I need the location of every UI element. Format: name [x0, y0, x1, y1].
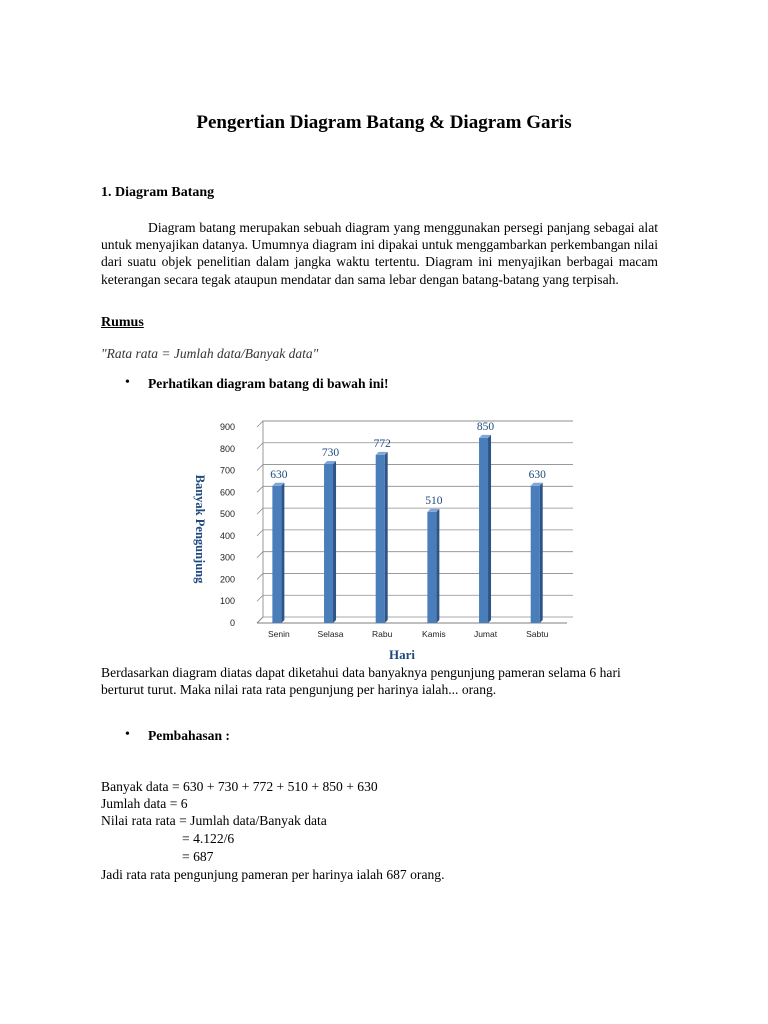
section-heading: 1. Diagram Batang	[101, 185, 215, 200]
rumus-heading: Rumus	[101, 315, 144, 330]
after-chart-line-1: Berdasarkan diagram diatas dapat diketahui data banyaknya pengunjung pameran selama 6 hari	[101, 665, 621, 680]
data-label: 630	[528, 468, 546, 481]
bar-side	[540, 483, 543, 623]
bullet-dot: •	[125, 375, 130, 390]
bar	[427, 512, 436, 623]
data-label: 730	[321, 447, 340, 460]
after-chart-line-2: berturut turut. Maka nilai rata rata pengunjung per harinya ialah... orang.	[101, 682, 497, 697]
bar	[272, 486, 281, 623]
bar	[479, 438, 488, 623]
data-label: 510	[425, 494, 443, 507]
x-tick-label: Senin	[267, 629, 290, 639]
gridline	[257, 530, 573, 536]
x-tick-label: Kamis	[422, 629, 446, 639]
bar-side	[281, 483, 284, 623]
chart-back-wall	[257, 421, 573, 623]
data-label: 850	[476, 420, 495, 433]
gridline	[257, 552, 573, 558]
y-tick-label: 700	[219, 465, 235, 476]
x-axis-title: Hari	[389, 647, 415, 662]
y-tick-label: 100	[219, 596, 235, 607]
calc-line-4: = 4.122/6	[182, 831, 235, 846]
bar-side	[436, 509, 439, 623]
calc-line-5: = 687	[182, 849, 214, 864]
y-tick-label: 900	[219, 422, 235, 432]
calc-line-3: Nilai rata rata = Jumlah data/Banyak data	[101, 813, 327, 828]
x-tick-label: Rabu	[372, 629, 393, 639]
bar-side	[385, 452, 388, 623]
bullet-instruction: Perhatikan diagram batang di bawah ini!	[148, 376, 389, 391]
gridline	[257, 486, 573, 492]
y-tick-label: 800	[219, 443, 235, 454]
bar-side	[333, 461, 336, 623]
bullet-pembahasan: Pembahasan :	[148, 728, 230, 743]
gridline	[257, 617, 573, 623]
y-axis-title: Banyak Pengunjung	[193, 474, 207, 584]
y-tick-label: 500	[219, 509, 235, 520]
page-title: Pengertian Diagram Batang & Diagram Garis	[196, 112, 572, 133]
intro-paragraph: Diagram batang merupakan sebuah diagram yang menggunakan persegi panjang sebagai alat untuk menyajikan datanya. Umumnya diagram ini dipakai untuk menggambarkan perkembangan nilai dari suatu objek penelitian dalam jangka waktu tertentu. Diagram ini menyajikan berbagai macam keterangan secara tegak ataupun mendatar dan sama lebar dengan batang-batang yang terpisah.	[101, 220, 658, 287]
bar	[324, 464, 333, 623]
y-tick-label: 600	[219, 487, 235, 498]
gridline	[257, 573, 573, 579]
y-tick-label: 0	[229, 618, 235, 628]
gridline	[257, 421, 573, 427]
bar-side	[488, 435, 491, 623]
bar	[531, 486, 540, 623]
x-tick-label: Jumat	[473, 629, 498, 639]
bar-chart	[182, 407, 582, 665]
calc-line-2: Jumlah data = 6	[101, 796, 188, 811]
y-tick-label: 400	[219, 530, 235, 541]
gridline	[257, 595, 573, 601]
formula-text: "Rata rata = Jumlah data/Banyak data"	[101, 346, 319, 361]
data-label: 630	[270, 468, 288, 481]
x-tick-label: Selasa	[317, 629, 344, 639]
data-label: 772	[373, 437, 391, 450]
gridline	[257, 508, 573, 514]
gridline	[257, 443, 573, 449]
bullet-dot: •	[125, 727, 130, 742]
y-tick-label: 200	[219, 574, 235, 585]
y-tick-label: 300	[219, 552, 235, 563]
x-tick-label: Sabtu	[526, 629, 549, 639]
bar	[376, 455, 385, 623]
conclusion: Jadi rata rata pengunjung pameran per harinya ialah 687 orang.	[101, 867, 445, 882]
gridline	[257, 465, 573, 471]
calc-line-1: Banyak data = 630 + 730 + 772 + 510 + 850 + 630	[101, 779, 378, 794]
